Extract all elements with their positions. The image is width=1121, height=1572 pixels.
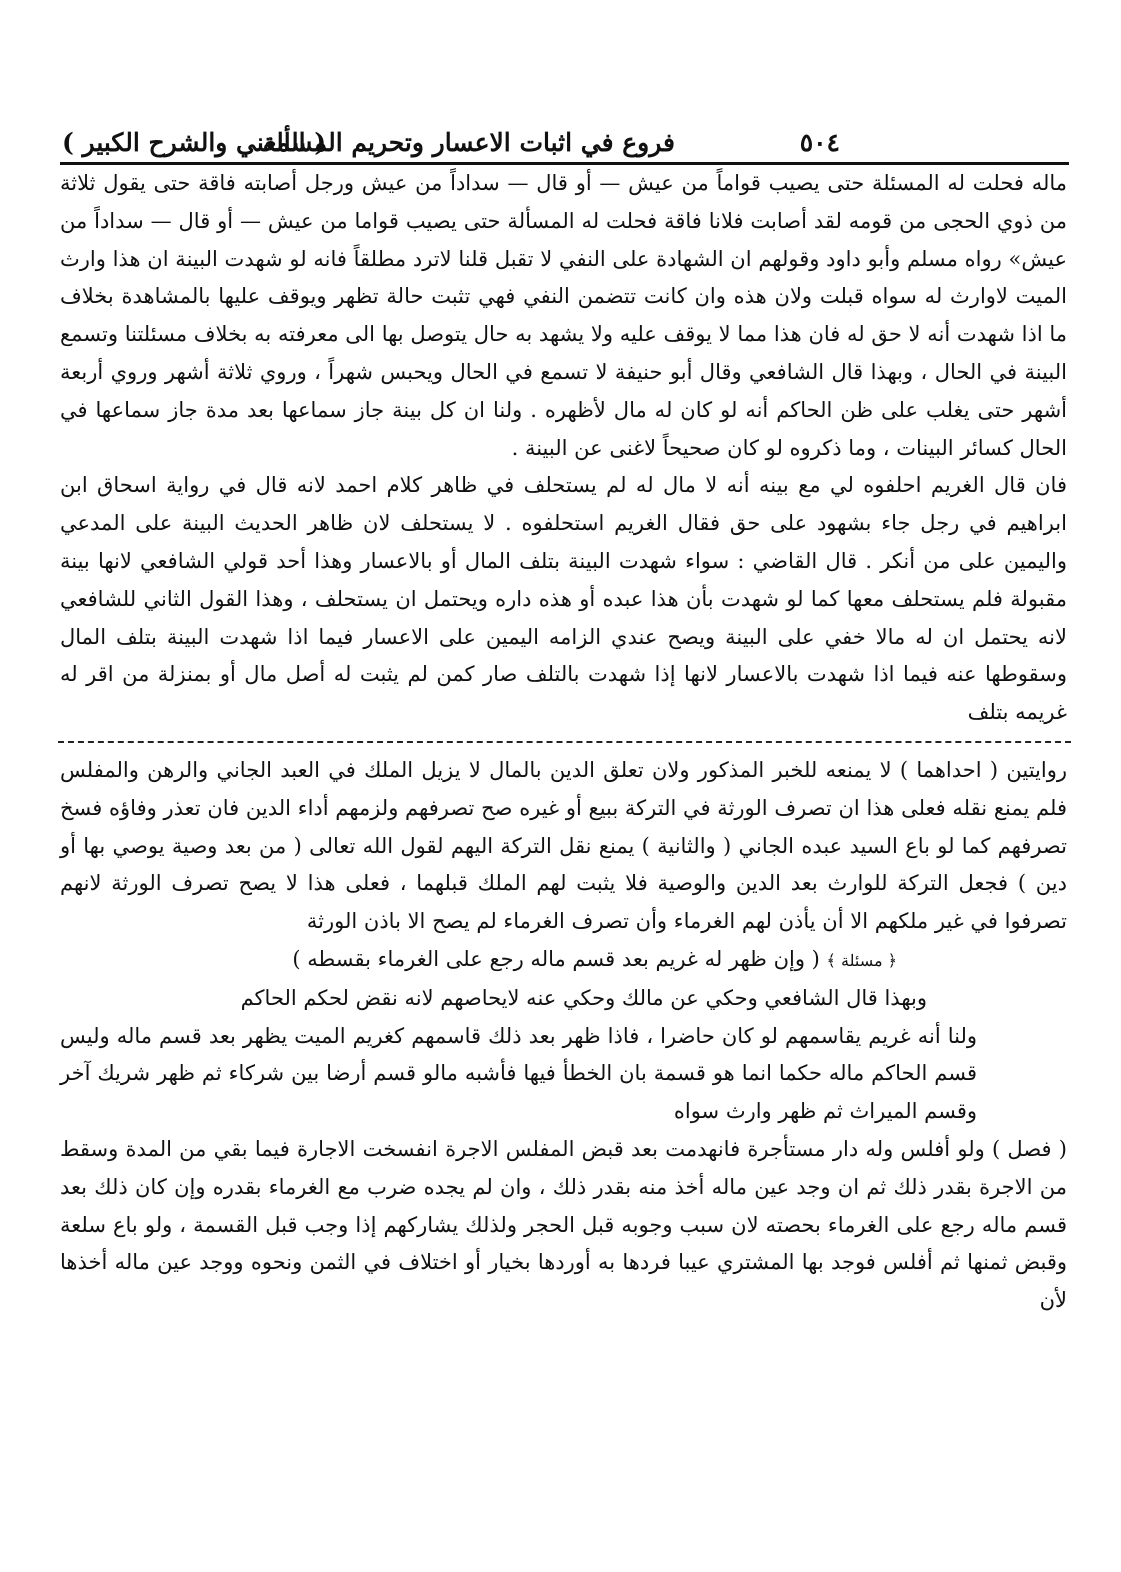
page-number: ٥٠٤ — [799, 128, 840, 157]
masala-label: ﴿ مسئلة ﴾ — [826, 950, 897, 970]
book-title: ( المغني والشرح الكبير ) — [62, 128, 327, 157]
paragraph: ( فصل ) ولو أفلس وله دار مستأجرة فانهدمت بعد قبض المفلس الاجرة انفسخت الاجارة فيما بقي من المدة وسقط من الاجرة بقدر ذلك ثم ان وجد عين ماله أخذ منه بقدر ذلك ، وان لم يجده ضرب مع الغرماء بقدره وإن كان ذلك بعد قسم ماله رجع على الغرماء بحصته لان سبب وجوبه قبل الحجر ولذلك يشاركهم إذا وجب قبل القسمة ، ولو باع سلعة وقبض ثمنها ثم أفلس فوجد بها المشتري عيبا فردها به أوردها بخيار أو اختلاف في الثمن ونحوه ووجد عين ماله أخذها لأن — [60, 1136, 1068, 1313]
lower-text-section — [50, 752, 1075, 1320]
running-title: فروع في اثبات الاعسار وتحريم المسألة — [262, 128, 675, 157]
masala-heading — [60, 941, 1067, 980]
paragraph: ماله فحلت له المسئلة حتى يصيب قواماً من عيش — أو قال — سداداً من عيش ورجل أصابته فاقة حتى يقول ثلاثة من ذوي الحجى من قومه لقد أصابت فلانا فاقة فحلت له المسألة حتى يصيب قواما من عيش — أو قال — سداداً من عيش» رواه مسلم وأبو داود وقولهم ان الشهادة على النفي لا تقبل قلنا لاترد مطلقاً فانه لو شهدت البينة ان هذا وارث الميت لاوارث له سواه قبلت ولان هذه وان كانت تتضمن النفي فهي تثبت حالة تظهر ويوقف عليها بالمشاهدة بخلاف ما اذا شهدت أنه لا حق له فان هذا مما لا يوقف عليه ولا يشهد به حال يتوصل بها الى معرفته به بخلاف مسئلتنا وتسمع البينة في الحال ، وبهذا قال الشافعي وقال أبو حنيفة لا تسمع في الحال ويحبس شهراً ، وروي ثلاثة أشهر وروي أربعة أشهر حتى يغلب على ظن الحاكم أنه لو كان له مال لأظهره . ولنا ان كل بينة جاز سماعها بعد مدة جاز سماعها في الحال كسائر البينات ، وما ذكروه لو كان صحيحاً لاغنى عن البينة . — [60, 171, 1067, 460]
paragraph: فان قال الغريم احلفوه لي مع بينه أنه لا مال له لم يستحلف في ظاهر كلام احمد لانه قال في رواية اسحاق ابن ابراهيم في رجل جاء بشهود على حق فقال الغريم استحلفوه . لا يستحلف لان ظاهر الحديث البينة على المدعي واليمين على من أنكر . قال القاضي : سواء شهدت البينة بتلف المال أو بالاعسار وهذا أحد قولي الشافعي لانها بينة مقبولة فلم يستحلف معها كما لو شهدت بأن هذا عبده أو هذه داره ويحتمل ان يستحلف ، وهذا القول الثاني للشافعي لانه يحتمل ان له مالا خفي على البينة ويصح عندي الزامه اليمين على الاعسار فيما اذا شهدت البينة بتلف المال وسقوطها عنه فيما اذا شهدت بالاعسار لانها إذا شهدت بالتلف صار كمن لم يثبت له أصل مال أو بمنزلة من اقر له غريمه بتلف — [60, 473, 1067, 725]
book-page — [50, 110, 1075, 1560]
page-header — [50, 110, 1075, 162]
masala-text: ( وإن ظهر له غريم بعد قسم ماله رجع على الغرماء بقسطه ) — [292, 946, 820, 971]
section-divider — [58, 741, 1071, 743]
paragraph: ولنا أنه غريم يقاسمهم لو كان حاضرا ، فاذا ظهر بعد ذلك قاسمهم كغريم الميت يظهر بعد قسم ماله وليس قسم الحاكم ماله حكما انما هو قسمة بان الخطأ فيها فأشبه مالو قسم أرضا بين شركاء ثم ظهر شريك آخر وقسم الميراث ثم ظهر وارث سواه — [60, 1023, 977, 1124]
paragraph: وبهذا قال الشافعي وحكي عن مالك وحكي عنه لايحاصهم لانه نقض لحكم الحاكم — [240, 985, 927, 1010]
paragraph: روايتين ( احداهما ) لا يمنعه للخبر المذكور ولان تعلق الدين بالمال لا يزيل الملك في العبد الجاني والرهن والمفلس فلم يمنع نقله فعلى هذا ان تصرف الورثة في التركة ببيع أو غيره صح تصرفهم ولزمهم أداء الدين فان تعذر وفاؤه فسخ تصرفهم كما لو باع السيد عبده الجاني ( والثانية ) يمنع نقل التركة اليهم لقول الله تعالى ( من بعد وصية يوصي بها أو دين ) فجعل التركة للوارث بعد الدين والوصية فلا يثبت لهم الملك قبلهما ، فعلى هذا لا يصح تصرف الورثة لانهم تصرفوا في غير ملكهم الا أن يأذن لهم الغرماء وأن تصرف الغرماء لم يصح الا باذن الورثة — [60, 757, 1067, 934]
upper-text-section — [50, 165, 1075, 732]
